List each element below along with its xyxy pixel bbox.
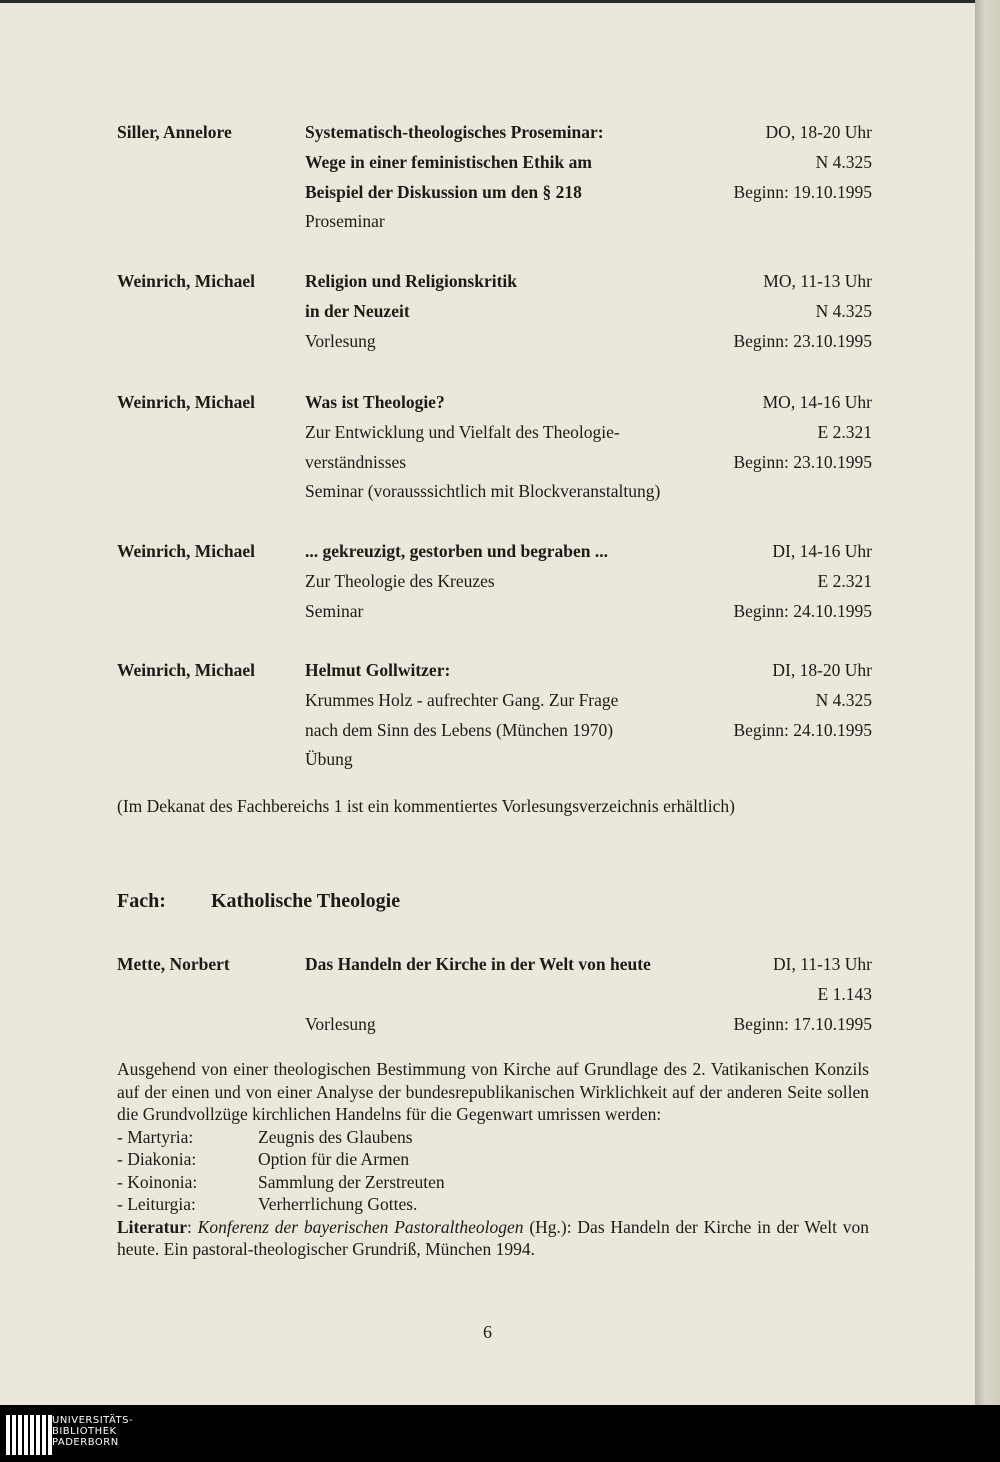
library-name — [52, 1415, 133, 1448]
subject-label: Fach: — [117, 890, 166, 912]
lecturer-name: Siller, Annelore — [117, 122, 232, 142]
course-entry — [117, 267, 872, 356]
course-time: DI, 14-16 Uhr — [772, 541, 872, 561]
description-text: Ausgehend von einer theologischen Bestimmung von Kirche auf Grundlage des 2. Vatikanischen Konzils auf der einen und von einer Analyse der bundesrepublikanischen Wirklichkeit auf der anderen Seite sollen die Grundvollzüge kirchlichen Handelns für die Gegenwart umrissen werden: — [117, 1059, 869, 1124]
course-entry — [117, 118, 872, 237]
course-title: Helmut Gollwitzer: — [305, 660, 451, 680]
page-edge — [975, 0, 1000, 1405]
course-room: E 2.321 — [817, 421, 872, 442]
course-title: in der Neuzeit — [305, 300, 410, 321]
course-subtitle: Krummes Holz - aufrechter Gang. Zur Frage — [305, 689, 619, 710]
course-room: N 4.325 — [815, 300, 872, 321]
course-title: Wege in einer feministischen Ethik am — [305, 151, 592, 172]
barcode-logo-icon — [6, 1415, 52, 1455]
subject-heading — [117, 890, 400, 913]
course-entry — [117, 537, 872, 626]
definition-item — [117, 1148, 869, 1171]
definition-value: Option für die Armen — [258, 1149, 410, 1169]
course-subtitle: nach dem Sinn des Lebens (München 1970) — [305, 719, 614, 740]
library-name-line: BIBLIOTHEK — [52, 1426, 117, 1437]
dekanat-note: (Im Dekanat des Fachbereichs 1 ist ein kommentiertes Vorlesungsverzeichnis erhältlich) — [117, 796, 735, 816]
course-title: Religion und Religionskritik — [305, 271, 517, 291]
course-time: MO, 11-13 Uhr — [763, 271, 872, 291]
definition-value: Verherrlichung Gottes. — [258, 1194, 418, 1214]
course-entry — [117, 656, 872, 775]
course-subtitle: Zur Theologie des Kreuzes — [305, 570, 495, 591]
course-time: DO, 18-20 Uhr — [765, 122, 872, 142]
course-subtitle: verständnisses — [305, 451, 407, 472]
course-type: Vorlesung — [305, 1013, 376, 1034]
course-entry — [117, 388, 872, 507]
literature-colon: : — [186, 1216, 198, 1237]
course-time: MO, 14-16 Uhr — [762, 392, 872, 412]
course-type: Seminar (vorausssichtlich mit Blockveranstaltung) — [305, 481, 661, 502]
literature-label: Literatur — [117, 1216, 187, 1237]
course-title: ... gekreuzigt, gestorben und begraben ... — [305, 541, 609, 561]
literature-rest: (Hg.): Das Handeln der Kirche in der Welt von heute. Ein pastoral-theologischer Grundriß, München 1994. — [117, 1216, 869, 1259]
lecturer-name: Weinrich, Michael — [117, 392, 256, 412]
course-type: Proseminar — [305, 211, 385, 232]
course-time: DI, 11-13 Uhr — [773, 954, 872, 974]
course-start: Beginn: 19.10.1995 — [733, 181, 872, 202]
course-title: Das Handeln der Kirche in der Welt von heute — [305, 954, 651, 974]
course-title: Beispiel der Diskussion um den § 218 — [305, 181, 582, 202]
course-type: Seminar — [305, 600, 364, 621]
course-type: Übung — [305, 749, 353, 770]
course-start: Beginn: 17.10.1995 — [733, 1013, 872, 1034]
course-room: N 4.325 — [815, 151, 872, 172]
course-start: Beginn: 23.10.1995 — [733, 451, 872, 472]
library-footer — [0, 1405, 1000, 1462]
lecturer-name: Weinrich, Michael — [117, 271, 256, 291]
library-name-line: PADERBORN — [52, 1437, 119, 1448]
course-subtitle: Zur Entwicklung und Vielfalt des Theologie- — [305, 421, 620, 442]
definition-term: - Diakonia: — [117, 1149, 197, 1169]
definition-term: - Leiturgia: — [117, 1194, 196, 1214]
definition-value: Sammlung der Zerstreuten — [258, 1171, 445, 1192]
course-room: E 1.143 — [817, 983, 872, 1004]
page-number: 6 — [483, 1322, 492, 1342]
course-time: DI, 18-20 Uhr — [772, 660, 872, 680]
course-description — [117, 1058, 869, 1261]
subject-name: Katholische Theologie — [211, 890, 401, 912]
library-name-line: UNIVERSITÄTS- — [52, 1415, 134, 1426]
course-start: Beginn: 24.10.1995 — [733, 719, 872, 740]
definition-value: Zeugnis des Glaubens — [258, 1126, 413, 1147]
literature-reference — [117, 1216, 869, 1261]
course-type: Vorlesung — [305, 330, 376, 351]
course-start: Beginn: 24.10.1995 — [733, 600, 872, 621]
course-entry — [117, 950, 872, 1039]
course-room: N 4.325 — [815, 689, 872, 710]
lecturer-name: Weinrich, Michael — [117, 541, 256, 561]
definition-item — [117, 1126, 869, 1149]
course-room: E 2.321 — [817, 570, 872, 591]
course-title: Systematisch-theologisches Proseminar: — [305, 122, 604, 142]
literature-author: Konferenz der bayerischen Pastoraltheologen — [197, 1216, 524, 1237]
definition-term: - Martyria: — [117, 1126, 194, 1147]
definition-term: - Koinonia: — [117, 1171, 198, 1192]
course-title: Was ist Theologie? — [305, 392, 445, 412]
definition-item — [117, 1171, 869, 1194]
lecturer-name: Mette, Norbert — [117, 954, 230, 974]
lecturer-name: Weinrich, Michael — [117, 660, 256, 680]
course-start: Beginn: 23.10.1995 — [733, 330, 872, 351]
definition-item — [117, 1193, 869, 1216]
